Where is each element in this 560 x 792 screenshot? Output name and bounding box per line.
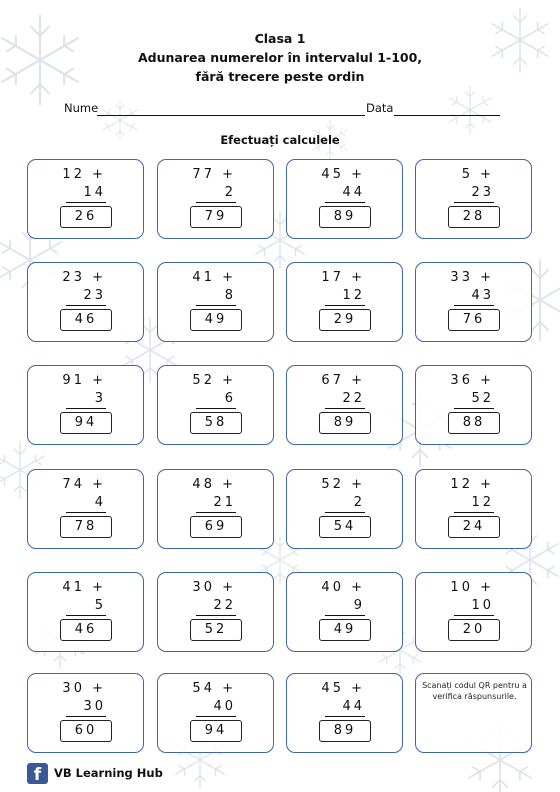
answer-box[interactable]: 20 — [448, 619, 500, 641]
sum-line — [66, 512, 106, 513]
addend-1: 52 + — [321, 477, 365, 492]
sum-line — [196, 615, 236, 616]
answer-box[interactable]: 52 — [190, 619, 242, 641]
sum-line — [196, 202, 236, 203]
addend-1: 5 + — [461, 167, 494, 182]
sum-line — [325, 716, 365, 717]
exercise-card — [415, 365, 532, 445]
answer-box[interactable]: 88 — [448, 412, 500, 434]
sum-line — [196, 408, 236, 409]
addend-2: 6 — [224, 391, 236, 406]
sum-line — [66, 202, 106, 203]
exercise-card — [157, 159, 274, 239]
exercise-card — [286, 673, 403, 753]
sum-line — [325, 202, 365, 203]
exercise-card — [415, 159, 532, 239]
addend-2: 2 — [353, 495, 365, 510]
addend-2: 44 — [342, 185, 365, 200]
sum-line — [66, 305, 106, 306]
addend-2: 52 — [471, 391, 494, 406]
addend-2: 14 — [83, 185, 106, 200]
sum-line — [325, 408, 365, 409]
answer-box[interactable]: 89 — [319, 720, 371, 742]
answer-box[interactable]: 78 — [60, 516, 112, 538]
addend-1: 41 + — [62, 580, 106, 595]
exercise-card — [415, 262, 532, 342]
addend-1: 10 + — [450, 580, 494, 595]
answer-box[interactable]: 46 — [60, 619, 112, 641]
answer-box[interactable]: 49 — [319, 619, 371, 641]
addend-1: 41 + — [192, 270, 236, 285]
answer-box[interactable]: 60 — [60, 720, 112, 742]
exercise-card — [27, 262, 144, 342]
sum-line — [196, 305, 236, 306]
answer-box[interactable]: 89 — [319, 206, 371, 228]
answer-box[interactable]: 76 — [448, 309, 500, 331]
subtitle-line-2: fără trecere peste ordin — [195, 69, 365, 84]
exercise-card — [157, 673, 274, 753]
addend-1: 40 + — [321, 580, 365, 595]
addend-1: 12 + — [450, 477, 494, 492]
subtitle-line-1: Adunarea numerelor în intervalul 1-100, — [137, 50, 423, 65]
qr-note-text: Scanați codul QR pentru a verifica răspunsurile. — [422, 681, 527, 701]
sum-line — [454, 512, 494, 513]
addend-1: 54 + — [192, 681, 236, 696]
sum-line — [66, 615, 106, 616]
sum-line — [325, 615, 365, 616]
addend-2: 21 — [213, 495, 236, 510]
addend-2: 23 — [83, 288, 106, 303]
exercise-card — [286, 365, 403, 445]
addend-1: 12 + — [62, 167, 106, 182]
sum-line — [196, 716, 236, 717]
addend-1: 45 + — [321, 167, 365, 182]
date-field[interactable] — [394, 115, 500, 116]
addend-2: 30 — [83, 699, 106, 714]
addend-2: 23 — [471, 185, 494, 200]
exercise-card — [157, 262, 274, 342]
addend-2: 12 — [342, 288, 365, 303]
date-label: Data — [366, 101, 394, 115]
addend-2: 5 — [94, 598, 106, 613]
answer-box[interactable]: 24 — [448, 516, 500, 538]
page-title: Clasa 1 — [254, 31, 306, 46]
addend-2: 3 — [94, 391, 106, 406]
answer-box[interactable]: 29 — [319, 309, 371, 331]
addend-1: 45 + — [321, 681, 365, 696]
answer-box[interactable]: 79 — [190, 206, 242, 228]
addend-1: 52 + — [192, 373, 236, 388]
facebook-icon[interactable]: f — [27, 763, 48, 784]
answer-box[interactable]: 94 — [190, 720, 242, 742]
answer-box[interactable]: 58 — [190, 412, 242, 434]
exercise-card — [27, 673, 144, 753]
name-label: Nume — [64, 101, 99, 115]
addend-1: 74 + — [62, 477, 106, 492]
exercise-card — [27, 572, 144, 652]
answer-box[interactable]: 46 — [60, 309, 112, 331]
sum-line — [454, 615, 494, 616]
addend-1: 17 + — [321, 270, 365, 285]
answer-box[interactable]: 89 — [319, 412, 371, 434]
exercise-card — [27, 469, 144, 549]
answer-box[interactable]: 69 — [190, 516, 242, 538]
addend-2: 4 — [94, 495, 106, 510]
answer-box[interactable]: 49 — [190, 309, 242, 331]
addend-1: 33 + — [450, 270, 494, 285]
exercise-card — [157, 469, 274, 549]
sum-line — [454, 305, 494, 306]
exercise-card — [286, 469, 403, 549]
footer-brand-text: VB Learning Hub — [54, 766, 163, 780]
addend-2: 40 — [213, 699, 236, 714]
addend-1: 91 + — [62, 373, 106, 388]
qr-code-box — [415, 673, 532, 753]
answer-box[interactable]: 26 — [60, 206, 112, 228]
addend-2: 9 — [353, 598, 365, 613]
instruction-text: Efectuați calculele — [220, 133, 340, 147]
sum-line — [454, 202, 494, 203]
answer-box[interactable]: 94 — [60, 412, 112, 434]
exercise-card — [415, 469, 532, 549]
addend-1: 36 + — [450, 373, 494, 388]
addend-1: 23 + — [62, 270, 106, 285]
answer-box[interactable]: 28 — [448, 206, 500, 228]
sum-line — [325, 512, 365, 513]
exercise-card — [286, 572, 403, 652]
sum-line — [196, 512, 236, 513]
sum-line — [66, 716, 106, 717]
addend-1: 67 + — [321, 373, 365, 388]
addend-2: 43 — [471, 288, 494, 303]
name-date-row — [64, 101, 504, 119]
exercise-card — [157, 365, 274, 445]
addend-1: 30 + — [62, 681, 106, 696]
exercise-card — [286, 262, 403, 342]
addend-2: 12 — [471, 495, 494, 510]
exercise-card — [157, 572, 274, 652]
addend-1: 30 + — [192, 580, 236, 595]
addend-1: 48 + — [192, 477, 236, 492]
addend-2: 22 — [213, 598, 236, 613]
exercise-card — [286, 159, 403, 239]
sum-line — [454, 408, 494, 409]
exercise-card — [27, 159, 144, 239]
name-field[interactable] — [97, 115, 365, 116]
addend-1: 77 + — [192, 167, 236, 182]
exercise-card — [27, 365, 144, 445]
addend-2: 2 — [224, 185, 236, 200]
addend-2: 8 — [224, 288, 236, 303]
addend-2: 22 — [342, 391, 365, 406]
sum-line — [325, 305, 365, 306]
sum-line — [66, 408, 106, 409]
addend-2: 10 — [471, 598, 494, 613]
exercise-card — [415, 572, 532, 652]
addend-2: 44 — [342, 699, 365, 714]
answer-box[interactable]: 54 — [319, 516, 371, 538]
